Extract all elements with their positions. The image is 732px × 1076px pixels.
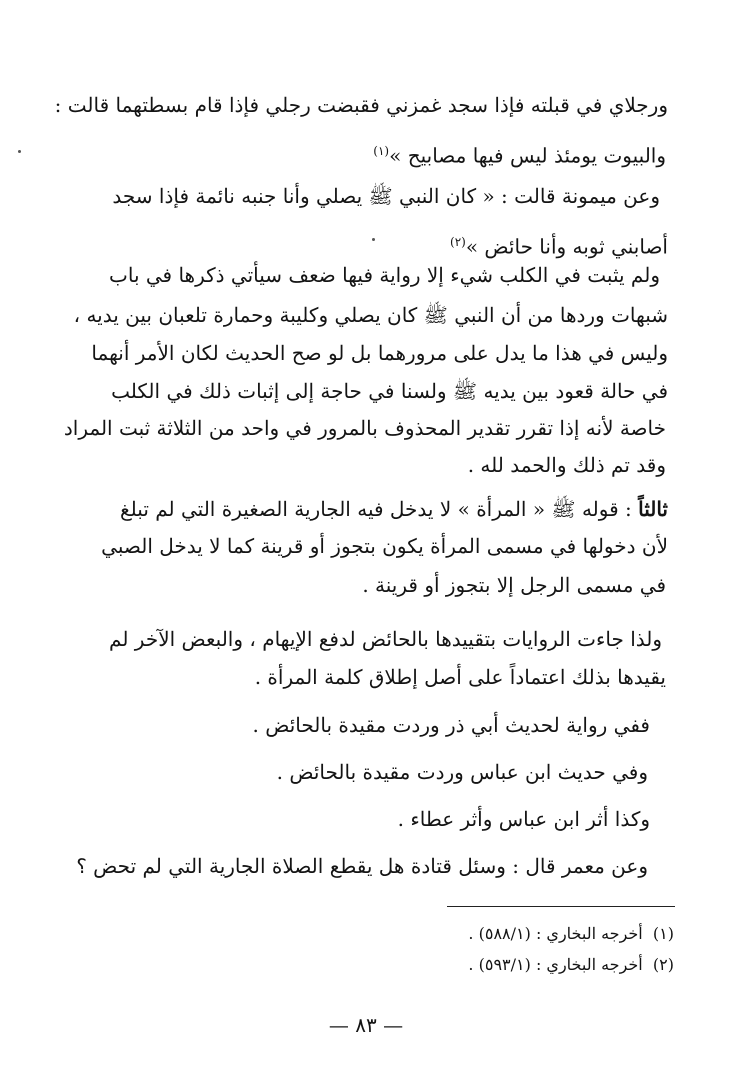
section-lead: ثالثاً [638, 497, 668, 521]
footnote-number: (١) [652, 924, 674, 943]
footnote-ref: (١) [373, 144, 390, 158]
text-line: وعن معمر قال : وسئل قتادة هل يقطع الصلاة الجارية التي لم تحض ؟ [76, 854, 648, 878]
footnote [468, 924, 674, 944]
text-line: في حالة قعود بين يديه ﷺ ولسنا في حاجة إلى إثبات ذلك في الكلب [111, 379, 668, 403]
text-line: وفي حديث ابن عباس وردت مقيدة بالحائض . [276, 760, 648, 784]
footnote-divider [447, 906, 675, 907]
text-line: شبهات وردها من أن النبي ﷺ كان يصلي وكليبة وحمارة تلعبان بين يديه ، [73, 303, 668, 327]
text-line: خاصة لأنه إذا تقرر تقدير المحذوف بالمرور في واحد من الثلاثة ثبت المراد [63, 416, 666, 440]
text-line: وقد تم ذلك والحمد لله . [467, 453, 666, 477]
text-line [373, 138, 666, 169]
text-line: وكذا أثر ابن عباس وأثر عطاء . [397, 807, 650, 831]
text-line: لأن دخولها في مسمى المرأة يكون بتجوز أو قرينة كما لا يدخل الصبي [101, 534, 668, 558]
text-line: ففي رواية لحديث أبي ذر وردت مقيدة بالحائض . [252, 713, 650, 737]
line-text: : قوله ﷺ « المرأة » لا يدخل فيه الجارية الصغيرة التي لم تبلغ [120, 497, 639, 521]
footnote [468, 955, 674, 975]
footnote-text: أخرجه البخاري : (٥٩٣/١) . [468, 955, 643, 974]
text-line [120, 496, 668, 522]
page-number: — ٨٣ — [328, 1013, 404, 1037]
text-line: ورجلاي في قبلته فإذا سجد غمزني فقبضت رجلي فإذا قام بسطتهما قالت : [54, 93, 668, 117]
text-line [450, 229, 668, 260]
line-text: أصابني ثوبه وأنا حائض » [465, 234, 668, 259]
footnote-ref: (٢) [450, 235, 466, 249]
text-line: وعن ميمونة قالت : « كان النبي ﷺ يصلي وأنا جنبه نائمة فإذا سجد [112, 184, 660, 208]
text-line: في مسمى الرجل إلا بتجوز أو قرينة . [362, 573, 666, 597]
text-line: يقيدها بذلك اعتماداً على أصل إطلاق كلمة المرأة . [254, 665, 666, 689]
text-line: ولذا جاءت الروايات بتقييدها بالحائض لدفع الإيهام ، والبعض الآخر لم [109, 627, 662, 651]
text-line: ولم يثبت في الكلب شيء إلا رواية فيها ضعف سيأتي ذكرها في باب [109, 263, 660, 287]
line-text: والبيوت يومئذ ليس فيها مصابيح » [389, 143, 666, 168]
scan-speck [372, 238, 375, 241]
text-line: وليس في هذا ما يدل على مرورهما بل لو صح الحديث لكان الأمر أنهما [91, 341, 668, 365]
footnote-text: أخرجه البخاري : (٥٨٨/١) . [468, 924, 643, 943]
scan-speck [18, 150, 21, 153]
footnote-number: (٢) [652, 955, 674, 974]
